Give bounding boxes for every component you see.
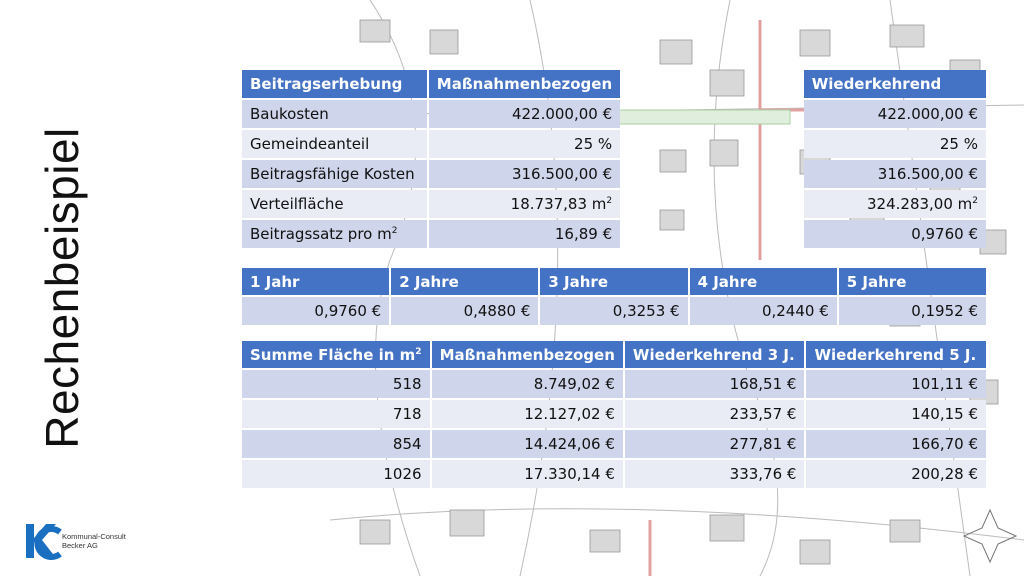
table-row bbox=[242, 160, 986, 188]
value-year-4: 0,2440 € bbox=[690, 297, 837, 325]
cell-massnahmenbezogen: 8.749,02 € bbox=[432, 370, 623, 398]
header-year-4: 4 Jahre bbox=[690, 268, 837, 295]
superscript: 2 bbox=[606, 196, 613, 206]
years-table bbox=[240, 266, 988, 327]
logo-line1: Kommunal-Consult bbox=[62, 532, 126, 541]
table-header bbox=[242, 70, 986, 98]
value-wiederkehrend: 25 % bbox=[804, 130, 986, 158]
header-wiederkehrend-5: Wiederkehrend 5 J. bbox=[806, 341, 986, 368]
cell-area: 854 bbox=[242, 430, 430, 458]
value-year-2: 0,4880 € bbox=[391, 297, 538, 325]
value-wiederkehrend: 0,9760 € bbox=[804, 220, 986, 248]
header-wiederkehrend: Wiederkehrend bbox=[804, 70, 986, 98]
table-row bbox=[242, 100, 986, 128]
cell-wiederkehrend-5: 140,15 € bbox=[806, 400, 986, 428]
cell-area: 718 bbox=[242, 400, 430, 428]
table-header bbox=[242, 268, 986, 295]
cell-massnahmenbezogen: 14.424,06 € bbox=[432, 430, 623, 458]
value-text: 324.283,00 m bbox=[867, 195, 973, 213]
table-row bbox=[242, 220, 986, 248]
area-sum-table bbox=[240, 339, 988, 490]
value-massnahmenbezogen: 316.500,00 € bbox=[429, 160, 620, 188]
cell-wiederkehrend-5: 101,11 € bbox=[806, 370, 986, 398]
table-row bbox=[242, 297, 986, 325]
header-massnahmenbezogen: Maßnahmenbezogen bbox=[429, 70, 620, 98]
cell-wiederkehrend-3: 277,81 € bbox=[625, 430, 805, 458]
cell-area: 518 bbox=[242, 370, 430, 398]
page-title: Rechenbeispiel bbox=[36, 127, 88, 449]
cell-area: 1026 bbox=[242, 460, 430, 488]
logo-text bbox=[62, 532, 126, 550]
cell-wiederkehrend-3: 333,76 € bbox=[625, 460, 805, 488]
value-wiederkehrend bbox=[804, 190, 986, 218]
cell-massnahmenbezogen: 17.330,14 € bbox=[432, 460, 623, 488]
value-massnahmenbezogen: 25 % bbox=[429, 130, 620, 158]
superscript: 2 bbox=[972, 196, 978, 206]
value-massnahmenbezogen: 16,89 € bbox=[429, 220, 620, 248]
table-header bbox=[242, 341, 986, 368]
table-row bbox=[242, 460, 986, 488]
header-year-3: 3 Jahre bbox=[540, 268, 687, 295]
table-row bbox=[242, 130, 986, 158]
header-beitragserhebung: Beitragserhebung bbox=[242, 70, 427, 98]
value-year-5: 0,1952 € bbox=[839, 297, 986, 325]
header-summe-flaeche bbox=[242, 341, 430, 368]
superscript: 2 bbox=[391, 226, 398, 236]
cell-wiederkehrend-3: 168,51 € bbox=[625, 370, 805, 398]
cell-massnahmenbezogen: 12.127,02 € bbox=[432, 400, 623, 428]
header-massnahmenbezogen: Maßnahmenbezogen bbox=[432, 341, 623, 368]
logo-line2: Becker AG bbox=[62, 541, 98, 550]
value-massnahmenbezogen bbox=[429, 190, 620, 218]
row-label: Beitragsfähige Kosten bbox=[242, 160, 427, 188]
row-label: Baukosten bbox=[242, 100, 427, 128]
table-row bbox=[242, 370, 986, 398]
superscript: 2 bbox=[415, 346, 422, 357]
cell-wiederkehrend-3: 233,57 € bbox=[625, 400, 805, 428]
cell-wiederkehrend-5: 166,70 € bbox=[806, 430, 986, 458]
value-wiederkehrend: 422.000,00 € bbox=[804, 100, 986, 128]
cell-wiederkehrend-5: 200,28 € bbox=[806, 460, 986, 488]
label-text: Beitragssatz pro m bbox=[250, 225, 392, 243]
value-text: 18.737,83 m bbox=[510, 195, 607, 213]
value-massnahmenbezogen: 422.000,00 € bbox=[429, 100, 620, 128]
row-label: Verteilfläche bbox=[242, 190, 427, 218]
header-year-5: 5 Jahre bbox=[839, 268, 986, 295]
value-year-3: 0,3253 € bbox=[540, 297, 687, 325]
value-year-1: 0,9760 € bbox=[242, 297, 389, 325]
row-label bbox=[242, 220, 427, 248]
table-row bbox=[242, 400, 986, 428]
header-year-1: 1 Jahr bbox=[242, 268, 389, 295]
header-text: Summe Fläche in m bbox=[250, 345, 416, 364]
header-wiederkehrend-3: Wiederkehrend 3 J. bbox=[625, 341, 805, 368]
contribution-table bbox=[240, 68, 988, 250]
table-row bbox=[242, 430, 986, 458]
header-year-2: 2 Jahre bbox=[391, 268, 538, 295]
row-label: Gemeindeanteil bbox=[242, 130, 427, 158]
value-wiederkehrend: 316.500,00 € bbox=[804, 160, 986, 188]
table-row bbox=[242, 190, 986, 218]
